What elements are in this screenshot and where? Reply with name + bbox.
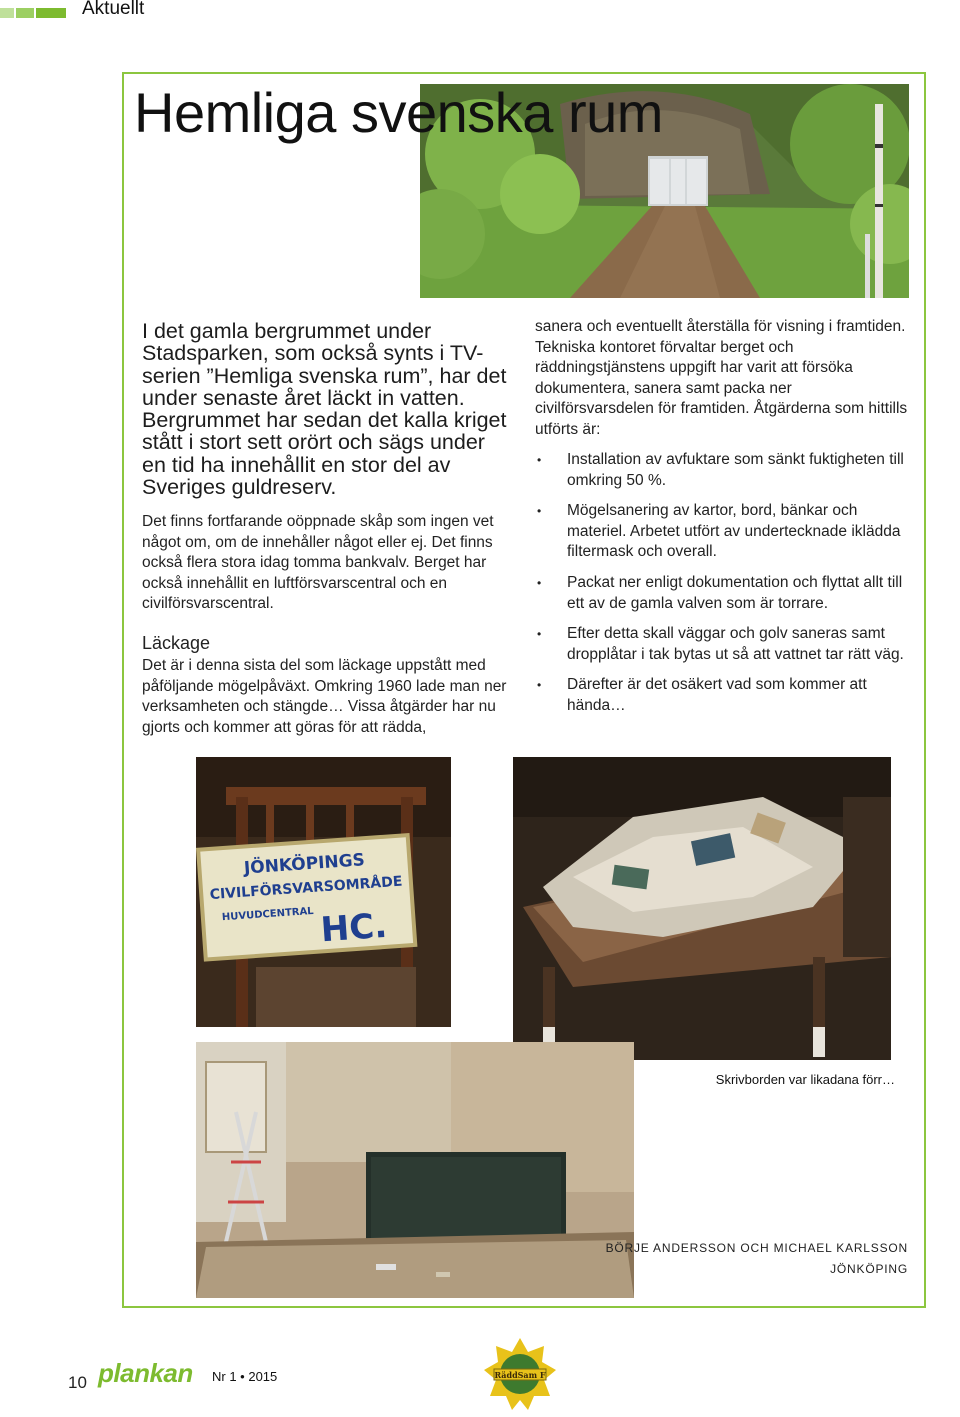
section-label: Aktuellt bbox=[82, 0, 145, 19]
photo-moldy-table bbox=[513, 757, 891, 1060]
author-byline: BÖRJE ANDERSSON OCH MICHAEL KARLSSON bbox=[605, 1241, 908, 1255]
plankan-logo: plankan bbox=[98, 1358, 193, 1388]
raddsam-logo bbox=[484, 1336, 556, 1417]
sign-text-line4: HC. bbox=[319, 905, 389, 951]
sign-text-line3: HUVUDCENTRAL bbox=[221, 905, 315, 924]
body-paragraph-2: Det är i denna sista del som läckage uppstått med påföljande mögelpåväxt. Omkring 1960 lade man ner verksamheten och stängde… Vissa åtgärder har nu gjorts och kommer att göras för att rädda, bbox=[142, 657, 507, 736]
photo-caption: Skrivborden var likadana förr… bbox=[715, 1072, 895, 1087]
bullet-icon: • bbox=[537, 575, 542, 590]
body-paragraph-3: sanera och eventuellt återställa för visning i framtiden. Tekniska kontoret förvaltar berget och räddningstjänstens uppgift har varit att försöka dokumentera, sanera samt packa ner civilförsvarsdelen för framtiden. Åtgärderna som hittills utförts är: bbox=[535, 318, 908, 438]
bullet-icon: • bbox=[537, 678, 542, 693]
measures-list bbox=[535, 450, 910, 727]
header-decoration bbox=[0, 8, 70, 18]
sign-text-line1: JÖNKÖPINGS bbox=[243, 850, 366, 879]
photo-bunker-room bbox=[196, 1042, 634, 1298]
issue-number: Nr 1 • 2015 bbox=[212, 1369, 278, 1384]
list-item: • Mögelsanering av kartor, bord, bänkar och materiel. Arbetet utfört av undertecknade iklädda filtermask och overall. bbox=[537, 502, 901, 561]
list-item: • Därefter är det osäkert vad som kommer att hända… bbox=[537, 676, 867, 714]
bullet-icon: • bbox=[537, 504, 542, 519]
author-location: JÖNKÖPING bbox=[830, 1262, 908, 1276]
list-item: • Efter detta skall väggar och golv saneras samt dropplåtar i tak bytas ut så att vattnet tar rätt väg. bbox=[537, 625, 904, 663]
body-paragraph-1: Det finns fortfarande oöppnade skåp som ingen vet något om, om de innehåller något eller ej. Det finns också flera stora idag tomma bankvalv. Berget har också innehållit en luftförsvarscentral och en civilförsvarscentral. bbox=[142, 513, 494, 613]
list-item: • Packat ner enligt dokumentation och flyttat allt till ett av de gamla valven som är torrare. bbox=[537, 573, 903, 612]
list-item: • Installation av avfuktare som sänkt fuktigheten till omkring 50 %. bbox=[537, 451, 904, 489]
page-number: 10 bbox=[68, 1373, 87, 1392]
photo-civil-defense-sign bbox=[196, 757, 451, 1027]
lead-paragraph: I det gamla bergrummet under Stadsparken, som också synts i TV- serien ”Hemliga svenska rum”, har det under senaste året läckt in vatten. Bergrummet har sedan det kalla kriget stått i stort sett orört och sägs under en tid ha innehållit en stor del av Sveriges guldreserv. bbox=[142, 319, 507, 500]
raddsam-logo-text: RäddSam F bbox=[494, 1370, 546, 1380]
bullet-icon: • bbox=[537, 627, 542, 642]
article-title: Hemliga svenska rum bbox=[134, 81, 663, 144]
bullet-icon: • bbox=[537, 453, 542, 467]
subheading: Läckage bbox=[142, 633, 211, 653]
sign-text-line2: CIVILFÖRSVARSOMRÅDE bbox=[209, 873, 403, 904]
